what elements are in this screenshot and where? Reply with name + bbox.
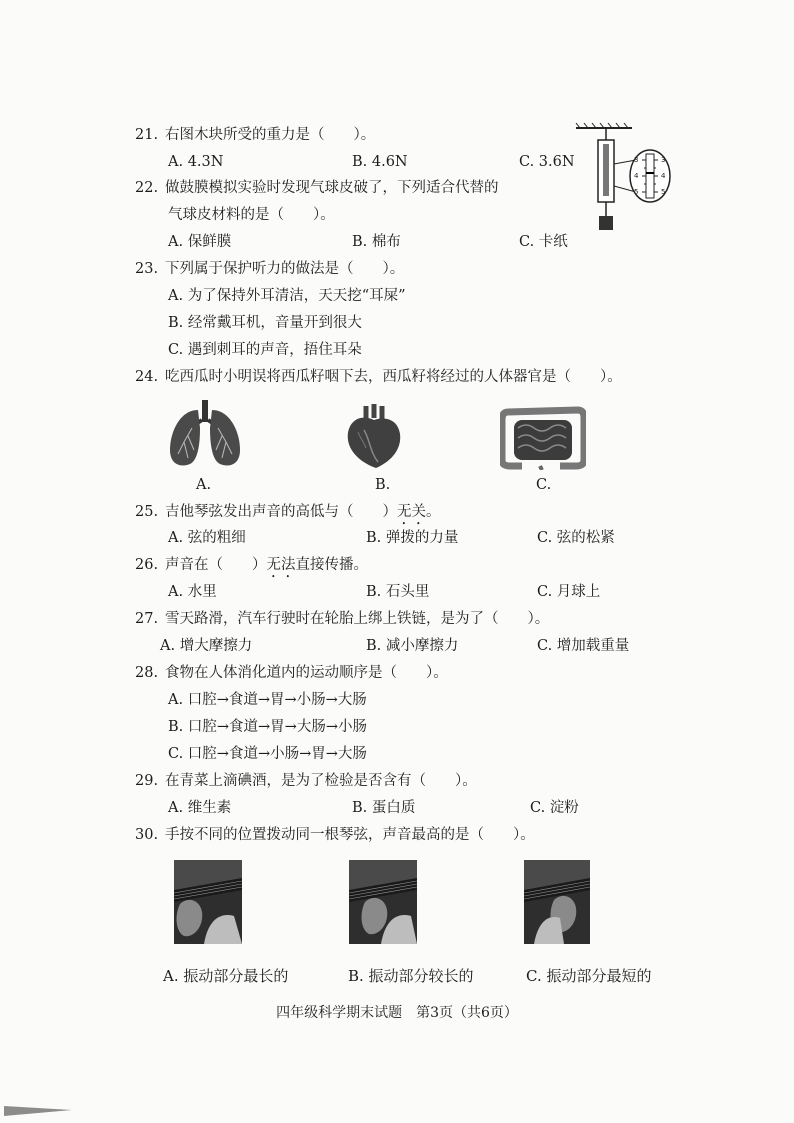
option-30-b: B. 振动部分较长的 [348,967,474,985]
option-25-b: B. 弹拨的力量 [366,530,459,546]
option-24-b: B. [375,477,391,493]
guitar-photo-a [174,860,242,944]
option-21-a: A. 4.3N [168,154,224,170]
option-28-b: B. 口腔→食道→胃→大肠→小肠 [168,719,367,735]
scale-tick-label: 5 [634,188,639,196]
option-21-c: C. 3.6N [519,154,575,170]
option-29-a: A. 维生素 [168,800,232,816]
question-25: 25. 吉他琴弦发出声音的高低与（ ）无关。 [135,504,441,520]
scale-tick-label: 5 [661,188,666,196]
option-22-c: C. 卡纸 [519,234,568,250]
option-25-a: A. 弦的粗细 [168,530,246,546]
option-23-c: C. 遇到刺耳的声音，捂住耳朵 [168,342,362,358]
option-23-a: A. 为了保持外耳清洁，天天挖“耳屎” [168,288,406,304]
guitar-photo-c [524,860,590,944]
option-29-c: C. 淀粉 [530,800,579,816]
question-24: 24. 吃西瓜时小明误将西瓜籽咽下去，西瓜籽将经过的人体器官是（ ）。 [135,369,622,385]
option-21-b: B. 4.6N [352,154,408,170]
option-27-a: A. 增大摩擦力 [160,638,253,654]
option-25-c: C. 弦的松紧 [537,530,615,546]
option-28-a: A. 口腔→食道→胃→小肠→大肠 [168,692,367,708]
scale-tick-label: 4 [661,172,666,180]
option-30-c: C. 振动部分最短的 [526,967,652,985]
question-23: 23. 下列属于保护听力的做法是（ ）。 [135,261,405,277]
option-24-a: A. [196,477,212,493]
scale-tick-label: 4 [634,172,639,180]
lungs-image [166,398,244,470]
question-26: 26. 声音在（ ）无法直接传播。 [135,557,368,573]
option-27-c: C. 增加载重量 [537,638,630,654]
option-26-b: B. 石头里 [366,584,430,600]
scan-edge-mark [0,1100,80,1120]
guitar-photo-b [349,860,417,944]
option-30-a: A. 振动部分最长的 [163,967,289,985]
scale-tick-label: 3 [634,156,639,164]
intestines-image [500,404,586,470]
option-26-c: C. 月球上 [537,584,601,600]
option-27-b: B. 减小摩擦力 [366,638,459,654]
spring-scale-figure [572,120,676,240]
option-28-c: C. 口腔→食道→小肠→胃→大肠 [168,746,367,762]
option-22-b: B. 棉布 [352,234,401,250]
scale-tick-label: 3 [661,156,666,164]
question-30: 30. 手按不同的位置拨动同一根琴弦，声音最高的是（ ）。 [135,827,535,843]
heart-image [344,402,404,470]
question-22: 22. 做鼓膜模拟实验时发现气球皮破了，下列适合代替的 [135,180,499,196]
question-28: 28. 食物在人体消化道内的运动顺序是（ ）。 [135,665,448,681]
question-27: 27. 雪天路滑，汽车行驶时在轮胎上绑上铁链，是为了（ ）。 [135,611,550,627]
option-22-a: A. 保鲜膜 [168,234,232,250]
question-29: 29. 在青菜上滴碘酒，是为了检验是否含有（ ）。 [135,773,477,789]
option-23-b: B. 经常戴耳机，音量开到很大 [168,315,362,331]
option-29-b: B. 蛋白质 [352,800,416,816]
option-26-a: A. 水里 [168,584,217,600]
emphasis-word: 无法 [266,557,296,573]
page-footer: 四年级科学期末试题 第3页（共6页） [276,1005,518,1021]
emphasis-word: 无关 [397,504,426,520]
question-21: 21. 右图木块所受的重力是（ ）。 [135,127,376,143]
question-22-line2: 气球皮材料的是（ ）。 [168,207,335,223]
option-24-c: C. [536,477,552,493]
